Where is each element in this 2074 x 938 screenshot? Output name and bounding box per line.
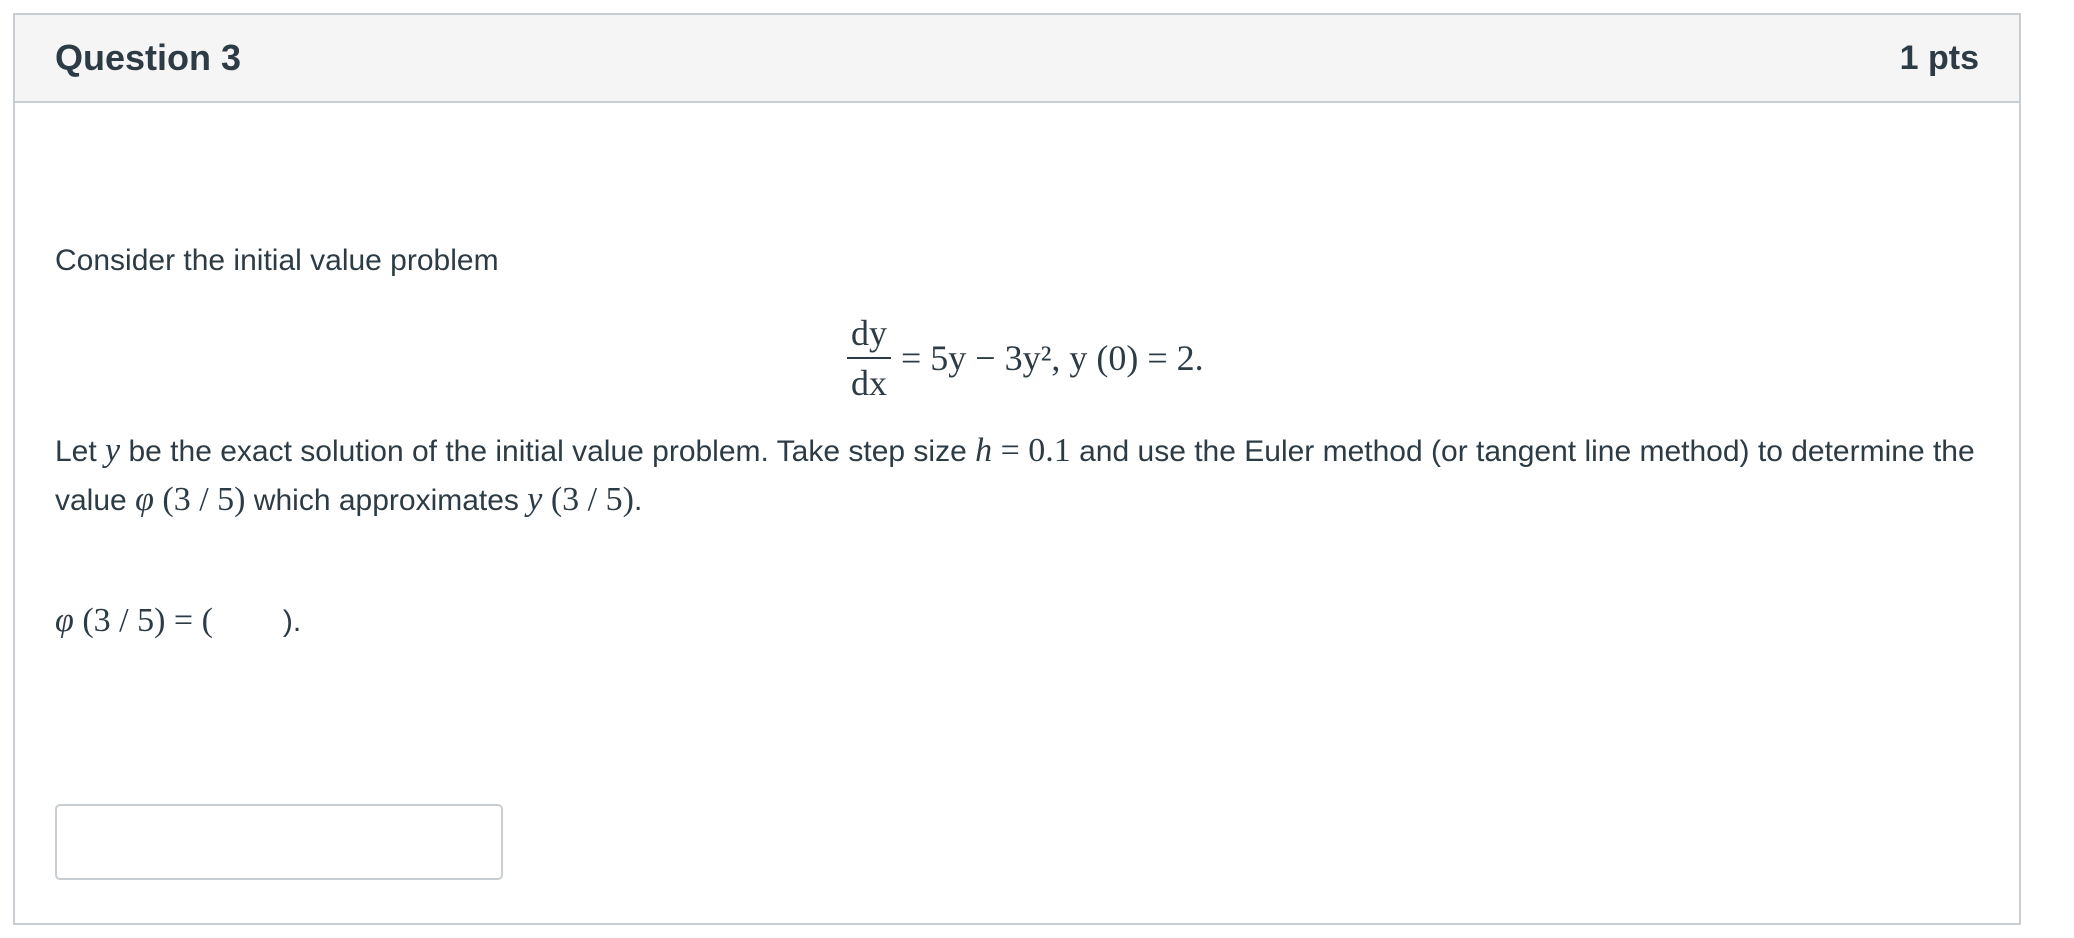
answer-close: ). xyxy=(282,605,302,638)
answer-expr: (3 / 5) = ( xyxy=(73,602,213,639)
math-arg-phi: (3 / 5) xyxy=(153,481,246,518)
fraction-denominator: dx xyxy=(851,363,887,403)
question-points: 1 pts xyxy=(1899,39,1979,77)
paragraph-text-2: be the exact solution of the initial value problem. Take step size xyxy=(120,435,976,468)
answer-expression xyxy=(55,599,301,644)
question-paragraph xyxy=(55,427,1985,525)
math-var-y-2: y xyxy=(527,481,543,518)
paragraph-text-4: which approximates xyxy=(245,484,528,517)
question-intro: Consider the initial value problem xyxy=(55,244,499,277)
answer-input[interactable] xyxy=(55,804,503,880)
equation-rhs: = 5y − 3y², y (0) = 2. xyxy=(901,338,1204,378)
question-header xyxy=(15,15,2019,103)
math-var-h: h xyxy=(975,432,993,469)
derivative-fraction xyxy=(847,315,891,401)
math-var-y: y xyxy=(105,432,121,469)
math-step-size: = 0.1 xyxy=(992,432,1071,469)
paragraph-text-3: and use the Euler method (or tangent line method) to determine the value xyxy=(55,435,1975,517)
fraction-numerator: dy xyxy=(847,315,891,359)
question-card xyxy=(13,13,2021,925)
paragraph-text-5: . xyxy=(633,484,643,517)
equation-display xyxy=(847,303,1204,413)
question-title: Question 3 xyxy=(55,37,242,78)
math-var-phi: φ xyxy=(135,481,154,518)
answer-phi: φ xyxy=(55,602,74,639)
paragraph-text-1: Let xyxy=(55,435,106,468)
math-arg-y: (3 / 5) xyxy=(542,481,634,518)
